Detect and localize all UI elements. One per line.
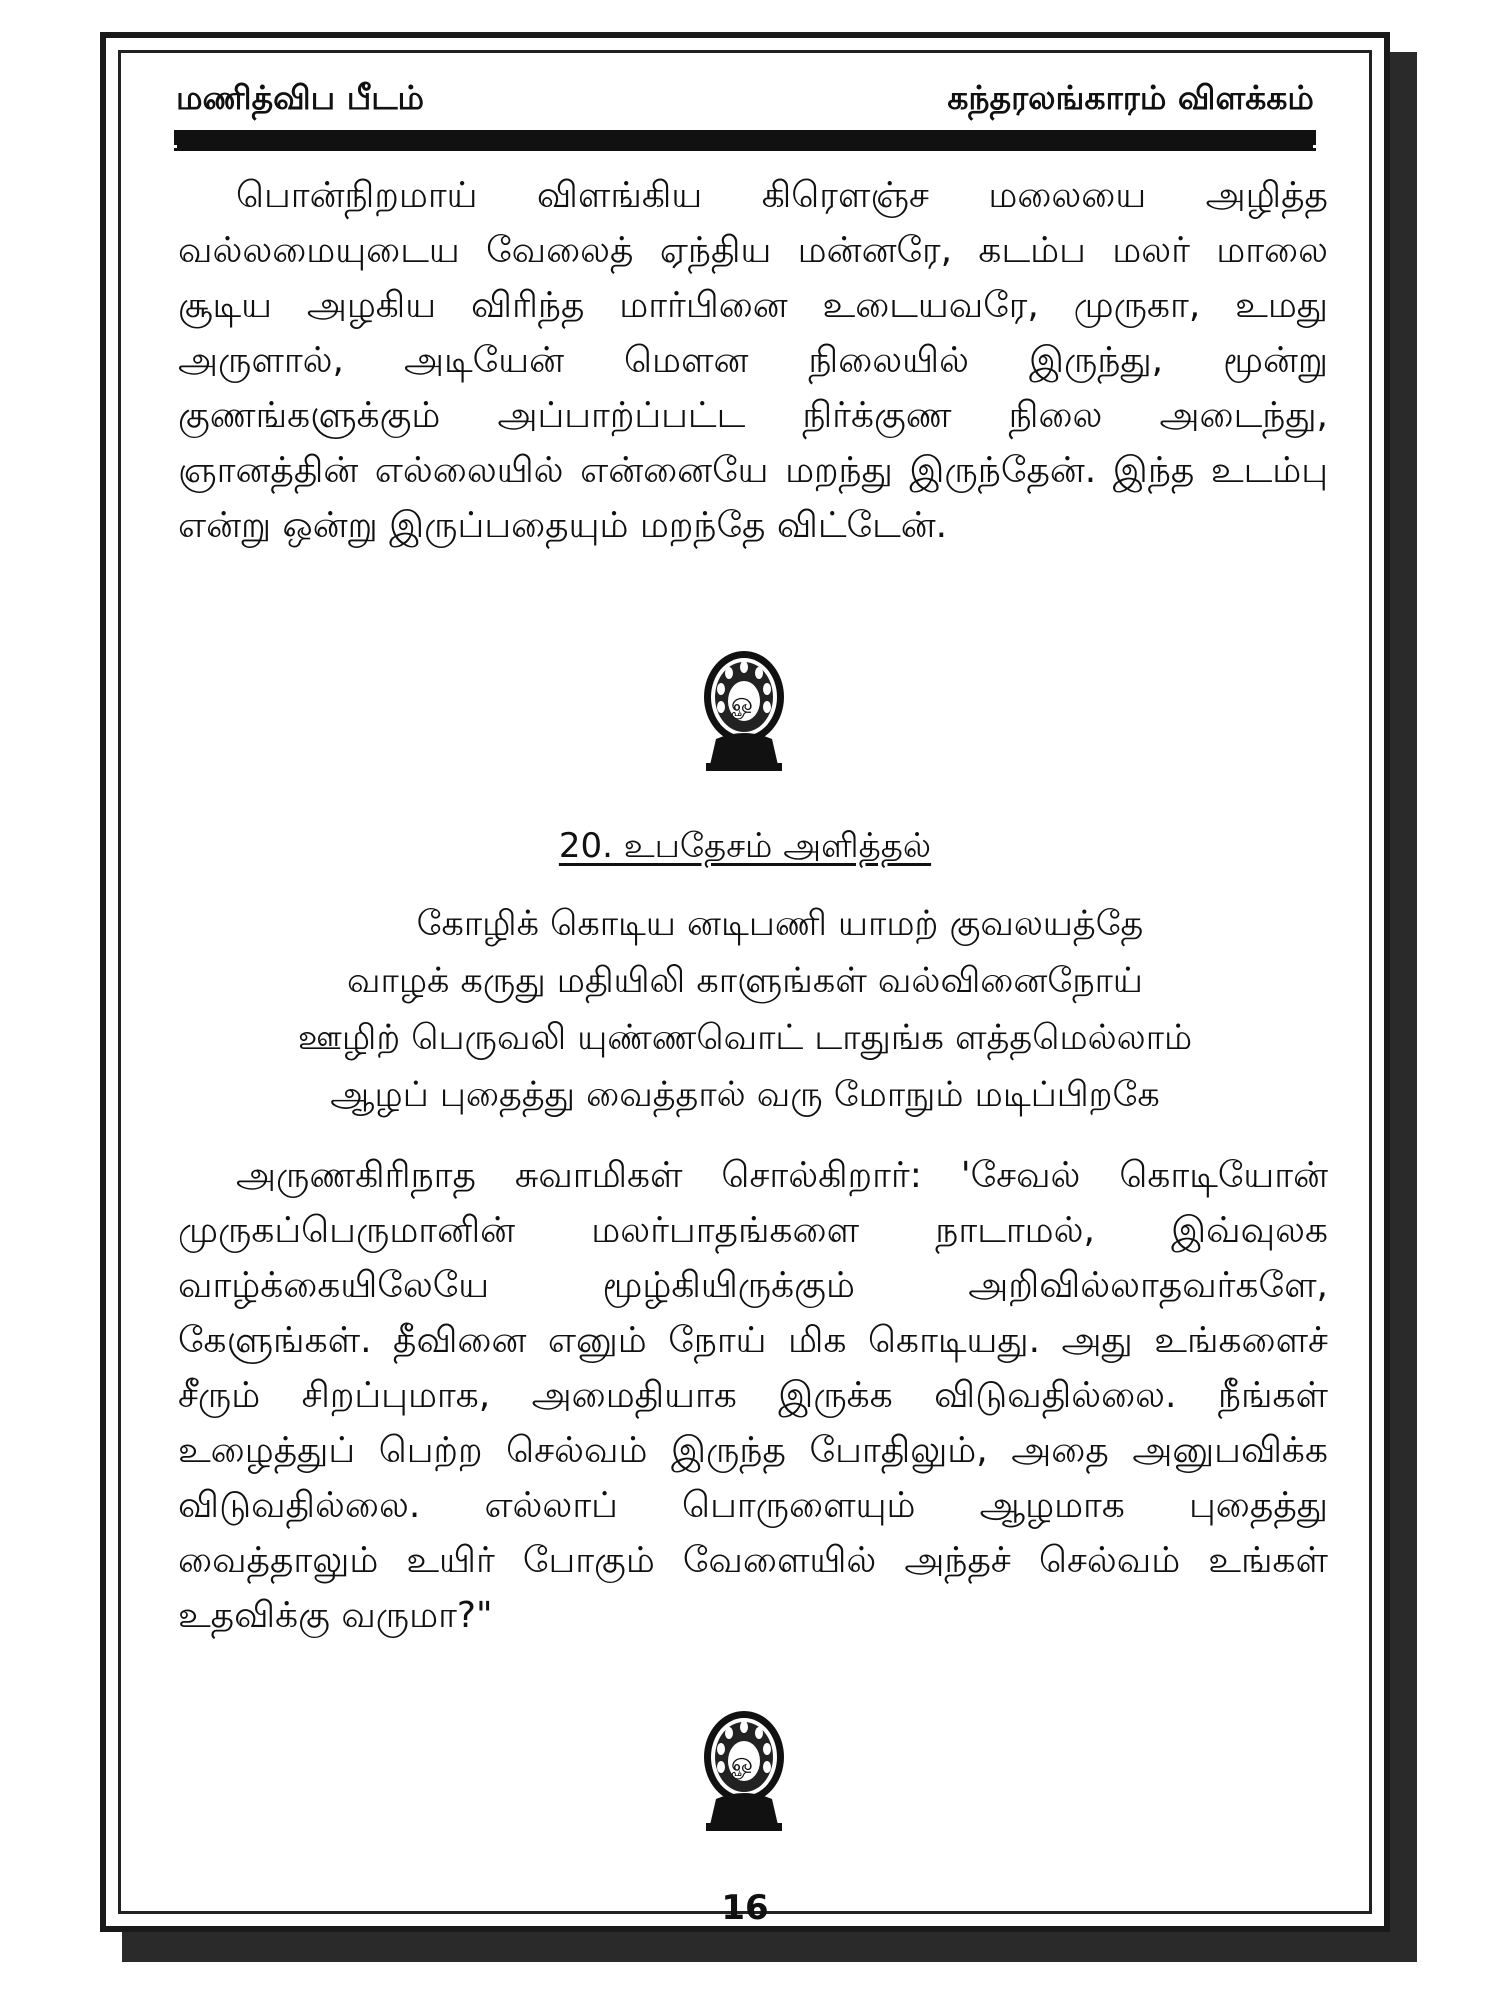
header-rule-thin [174,148,1316,151]
header-rule [174,130,1316,145]
running-header [176,62,1314,122]
paragraph-1: பொன்நிறமாய் விளங்கிய கிரௌஞ்ச மலையை அழித்த வல்லமையுடைய வேலைத் ஏந்திய மன்னரே, கடம்ப மலர் மாலை சூடிய அழகிய விரிந்த மார்பினை உடையவரே, முருகா, உமது அருளால், அடியேன் மௌன நிலையில் இருந்து, மூன்று குணங்களுக்கும் அப்பாற்ப்பட்ட நிர்க்குண நிலை அடைந்து, ஞானத்தின் எல்லையில் என்னையே மறந்து இருந்தேன். இந்த உடம்பு என்று ஒன்று இருப்பதையும் மறந்தே விட்டேன். [178,175,1328,546]
verse-line: கோழிக் கொடிய னடிபணி யாமற் குவலயத்தே [416,904,1144,944]
svg-text:ௐ: ௐ [731,1748,757,1778]
verse-line: ஊழிற் பெருவலி யுண்ணவொட் டாதுங்க ளத்தமெல்லாம் [297,1018,1193,1058]
om-peacock-emblem-icon [696,643,792,773]
om-peacock-emblem-icon [696,1703,792,1833]
header-right-title: கந்தரலங்காரம் விளக்கம் [947,78,1314,117]
paragraph-2: அருணகிரிநாத சுவாமிகள் சொல்கிறார்: 'சேவல் கொடியோன் முருகப்பெருமானின் மலர்பாதங்களை நாடாமல், இவ்வுலக வாழ்க்கையிலேயே மூழ்கியிருக்கும் அறிவில்லாதவர்களே, கேளுங்கள். தீவினை எனும் நோய் மிக கொடியது. அது உங்களைச் சீரும் சிறப்புமாக, அமைதியாக இருக்க விடுவதில்லை. நீங்கள் உழைத்துப் பெற்ற செல்வம் இருந்த போதிலும், அதை அனுபவிக்க விடுவதில்லை. எல்லாப் பொருளையும் ஆழமாக புதைத்து வைத்தாலும் உயிர் போகும் வேளையில் அந்தச் செல்வம் உங்கள் உதவிக்கு வருமா?" [178,1155,1328,1636]
verse-line: ஆழப் புதைத்து வைத்தால் வரு மோநும் மடிப்பிறகே [330,1075,1160,1115]
page-number: 16 [721,1888,769,1928]
page-frame [100,32,1390,1932]
verse-line: வாழக் கருது மதியிலி காளுங்கள் வல்வினைநோய் [347,961,1143,1001]
section-title: 20. உபதேசம் அளித்தல் [558,826,932,866]
verse-block [106,896,1384,1124]
svg-text:ௐ: ௐ [731,688,757,718]
header-left-title: மணித்விப பீடம் [176,78,425,117]
